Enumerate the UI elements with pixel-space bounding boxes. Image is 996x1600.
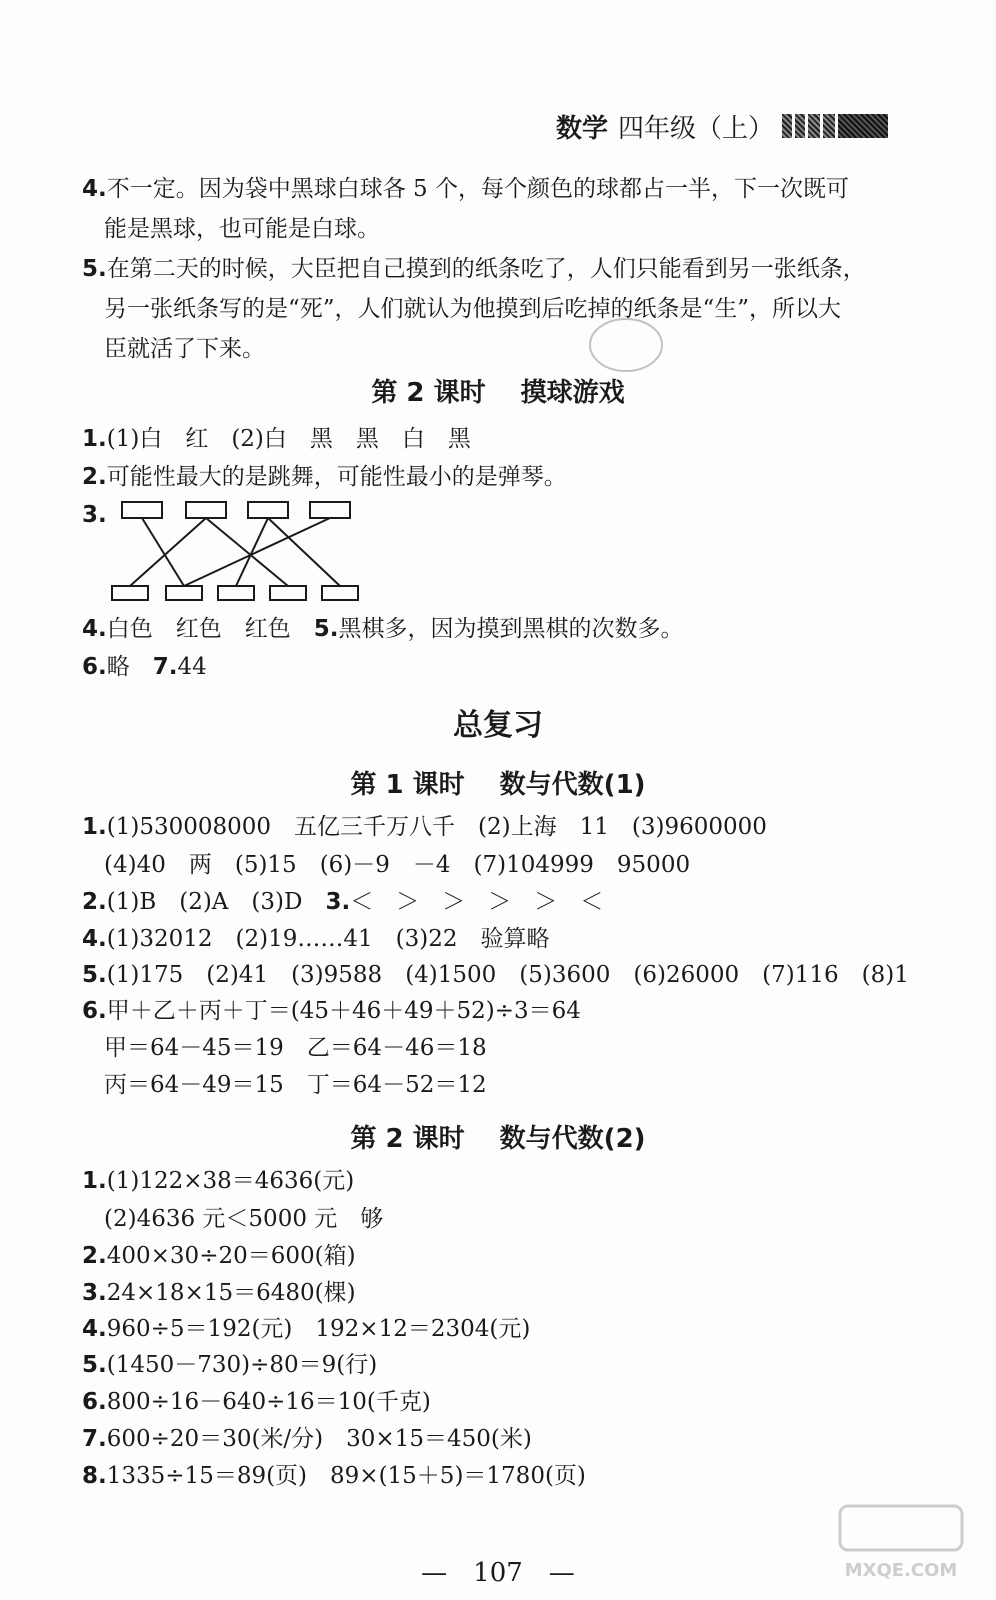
box-top-2 — [186, 502, 226, 518]
answer-line: 3.24×18×15＝6480(棵) — [82, 1280, 356, 1306]
answer-line: 5.(1450－730)÷80＝9(行) — [82, 1352, 378, 1378]
answer-line: 4.(1)32012 (2)19……41 (3)22 验算略 — [82, 926, 550, 952]
section-title: 第 1 课时 数与代数(1) — [350, 770, 646, 800]
answer-line: 6.甲＋乙＋丙＋丁＝(45＋46＋49＋52)÷3＝64 — [82, 998, 581, 1024]
link-line — [184, 518, 330, 586]
chapter-title: 总复习 — [453, 708, 543, 743]
answer-line: (4)40 两 (5)15 (6)－9 －4 (7)104999 95000 — [104, 852, 691, 878]
box-top-4 — [310, 502, 350, 518]
link-line — [130, 518, 206, 586]
answer-line: 能是黑球，也可能是白球。 — [104, 216, 380, 242]
stamp-icon — [586, 314, 666, 376]
box-bottom-4 — [270, 586, 306, 600]
link-line — [268, 518, 340, 586]
header-decoration — [782, 114, 891, 138]
answer-line: 4.白色 红色 红色 5.黑棋多，因为摸到黑棋的次数多。 — [82, 616, 684, 642]
page-header — [556, 104, 946, 148]
answer-line: 3. — [82, 502, 107, 528]
answer-line: (2)4636 元＜5000 元 够 — [104, 1206, 384, 1232]
header-subject: 数学 — [556, 113, 609, 144]
answer-line: 7.600÷20＝30(米/分) 30×15＝450(米) — [82, 1426, 532, 1452]
link-line — [142, 518, 184, 586]
link-line — [206, 518, 288, 586]
answer-line: 6.略 7.44 — [82, 654, 207, 680]
matching-diagram — [110, 500, 370, 610]
answer-line: 甲＝64－45＝19 乙＝64－46＝18 — [104, 1035, 487, 1061]
answer-line: 另一张纸条写的是“死”，人们就认为他摸到后吃掉的纸条是“生”，所以大 — [104, 296, 842, 322]
page-number: — 107 — — [421, 1558, 575, 1588]
watermark-logo-icon — [836, 1500, 966, 1584]
answer-line: 6.800÷16－640÷16＝10(千克) — [82, 1389, 431, 1415]
section-title: 第 2 课时 数与代数(2) — [350, 1124, 646, 1154]
link-line — [236, 518, 268, 586]
box-bottom-5 — [322, 586, 358, 600]
header-grade: 四年级（上） — [618, 113, 775, 144]
answer-line: 5.(1)175 (2)41 (3)9588 (4)1500 (5)3600 (6)26000 (7)116 (8)1 — [82, 962, 909, 988]
answer-line: 4.960÷5＝192(元) 192×12＝2304(元) — [82, 1316, 531, 1342]
answer-line: 1.(1)530008000 五亿三千万八千 (2)上海 11 (3)9600000 — [82, 814, 767, 840]
box-top-3 — [248, 502, 288, 518]
box-bottom-2 — [166, 586, 202, 600]
box-bottom-1 — [112, 586, 148, 600]
box-top-1 — [122, 502, 162, 518]
answer-line: 8.1335÷15＝89(页) 89×(15＋5)＝1780(页) — [82, 1463, 586, 1489]
answer-line: 5.在第二天的时候，大臣把自己摸到的纸条吃了，人们只能看到另一张纸条， — [82, 256, 866, 282]
box-bottom-3 — [218, 586, 254, 600]
section-title: 第 2 课时 摸球游戏 — [371, 378, 625, 408]
answer-line: 4.不一定。因为袋中黑球白球各 5 个，每个颜色的球都占一半，下一次既可 — [82, 176, 850, 202]
answer-line: 1.(1)白 红 (2)白 黑 黑 白 黑 — [82, 426, 471, 452]
answer-line: 2.(1)B (2)A (3)D 3.＜ ＞ ＞ ＞ ＞ ＜ — [82, 889, 604, 915]
answer-line: 臣就活了下来。 — [104, 336, 265, 362]
svg-text:MXQE.COM: MXQE.COM — [844, 1560, 958, 1581]
answer-line: 2.可能性最大的是跳舞，可能性最小的是弹琴。 — [82, 464, 567, 490]
answer-line: 1.(1)122×38＝4636(元) — [82, 1168, 355, 1194]
answer-line: 2.400×30÷20＝600(箱) — [82, 1243, 356, 1269]
answer-line: 丙＝64－49＝15 丁＝64－52＝12 — [104, 1072, 487, 1098]
